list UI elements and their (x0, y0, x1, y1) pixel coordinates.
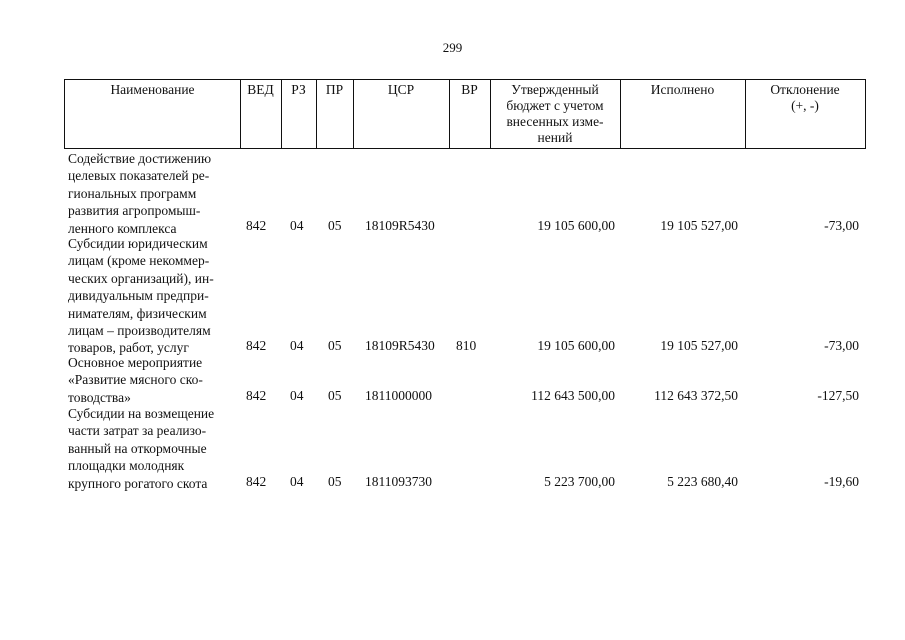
row-rz: 04 (290, 338, 304, 353)
row-executed: 19 105 527,00 (660, 338, 738, 353)
header-budget-line: нений (537, 130, 573, 145)
row-budget: 5 223 700,00 (544, 474, 615, 489)
row-executed: 112 643 372,50 (654, 388, 738, 403)
row-pr: 05 (328, 218, 342, 233)
row-pr: 05 (328, 388, 342, 403)
row-ved: 842 (246, 474, 267, 489)
row-ved: 842 (246, 388, 267, 403)
header-deviation (745, 82, 865, 114)
table-header (64, 79, 866, 149)
row-name: Субсидии на возмещение части затрат за реализо- ванный на откормочные площадки молодняк крупного рогатого скота (68, 406, 215, 491)
row-name: Содействие достижению целевых показателей ре- гиональных программ развития агропромыш- ленного комплекса (68, 151, 212, 236)
row-vr: 810 (456, 338, 477, 353)
header-ved: ВЕД (247, 82, 274, 97)
row-csr: 18109R5430 (365, 338, 435, 353)
row-rz: 04 (290, 218, 304, 233)
header-budget-line: внесенных изме- (506, 114, 604, 129)
row-name: Основное мероприятие «Развитие мясного ско- товодства» (68, 355, 203, 405)
row-rz: 04 (290, 388, 304, 403)
row-name: Субсидии юридическим лицам (кроме некоммер- ческих организаций), ин- дивидуальным предпри- нимателям, физическим лицам – производителям товаров, работ, услуг (68, 236, 214, 356)
header-csr: ЦСР (387, 82, 415, 97)
header-pr: ПР (325, 82, 344, 97)
row-executed: 19 105 527,00 (660, 218, 738, 233)
row-deviation: -127,50 (817, 388, 859, 403)
row-csr: 18109R5430 (365, 218, 435, 233)
header-vr: ВР (461, 82, 478, 97)
header-budget-line: Утвержденный (511, 82, 599, 97)
row-ved: 842 (246, 218, 267, 233)
row-budget: 112 643 500,00 (531, 388, 615, 403)
row-pr: 05 (328, 474, 342, 489)
row-deviation: -73,00 (824, 338, 859, 353)
header-deviation-line: (+, -) (791, 98, 819, 113)
row-csr: 1811000000 (365, 388, 432, 403)
page-number: 299 (442, 40, 463, 55)
row-rz: 04 (290, 474, 304, 489)
header-name: Наименование (110, 82, 195, 97)
row-executed: 5 223 680,40 (667, 474, 738, 489)
row-deviation: -19,60 (824, 474, 859, 489)
row-csr: 1811093730 (365, 474, 432, 489)
row-budget: 19 105 600,00 (537, 338, 615, 353)
header-budget-line: бюджет с учетом (506, 98, 604, 113)
row-ved: 842 (246, 338, 267, 353)
header-executed: Исполнено (650, 82, 715, 97)
row-deviation: -73,00 (824, 218, 859, 233)
header-rz: РЗ (291, 82, 306, 97)
header-deviation-line: Отклонение (770, 82, 840, 97)
row-budget: 19 105 600,00 (537, 218, 615, 233)
header-budget (490, 82, 620, 146)
row-pr: 05 (328, 338, 342, 353)
